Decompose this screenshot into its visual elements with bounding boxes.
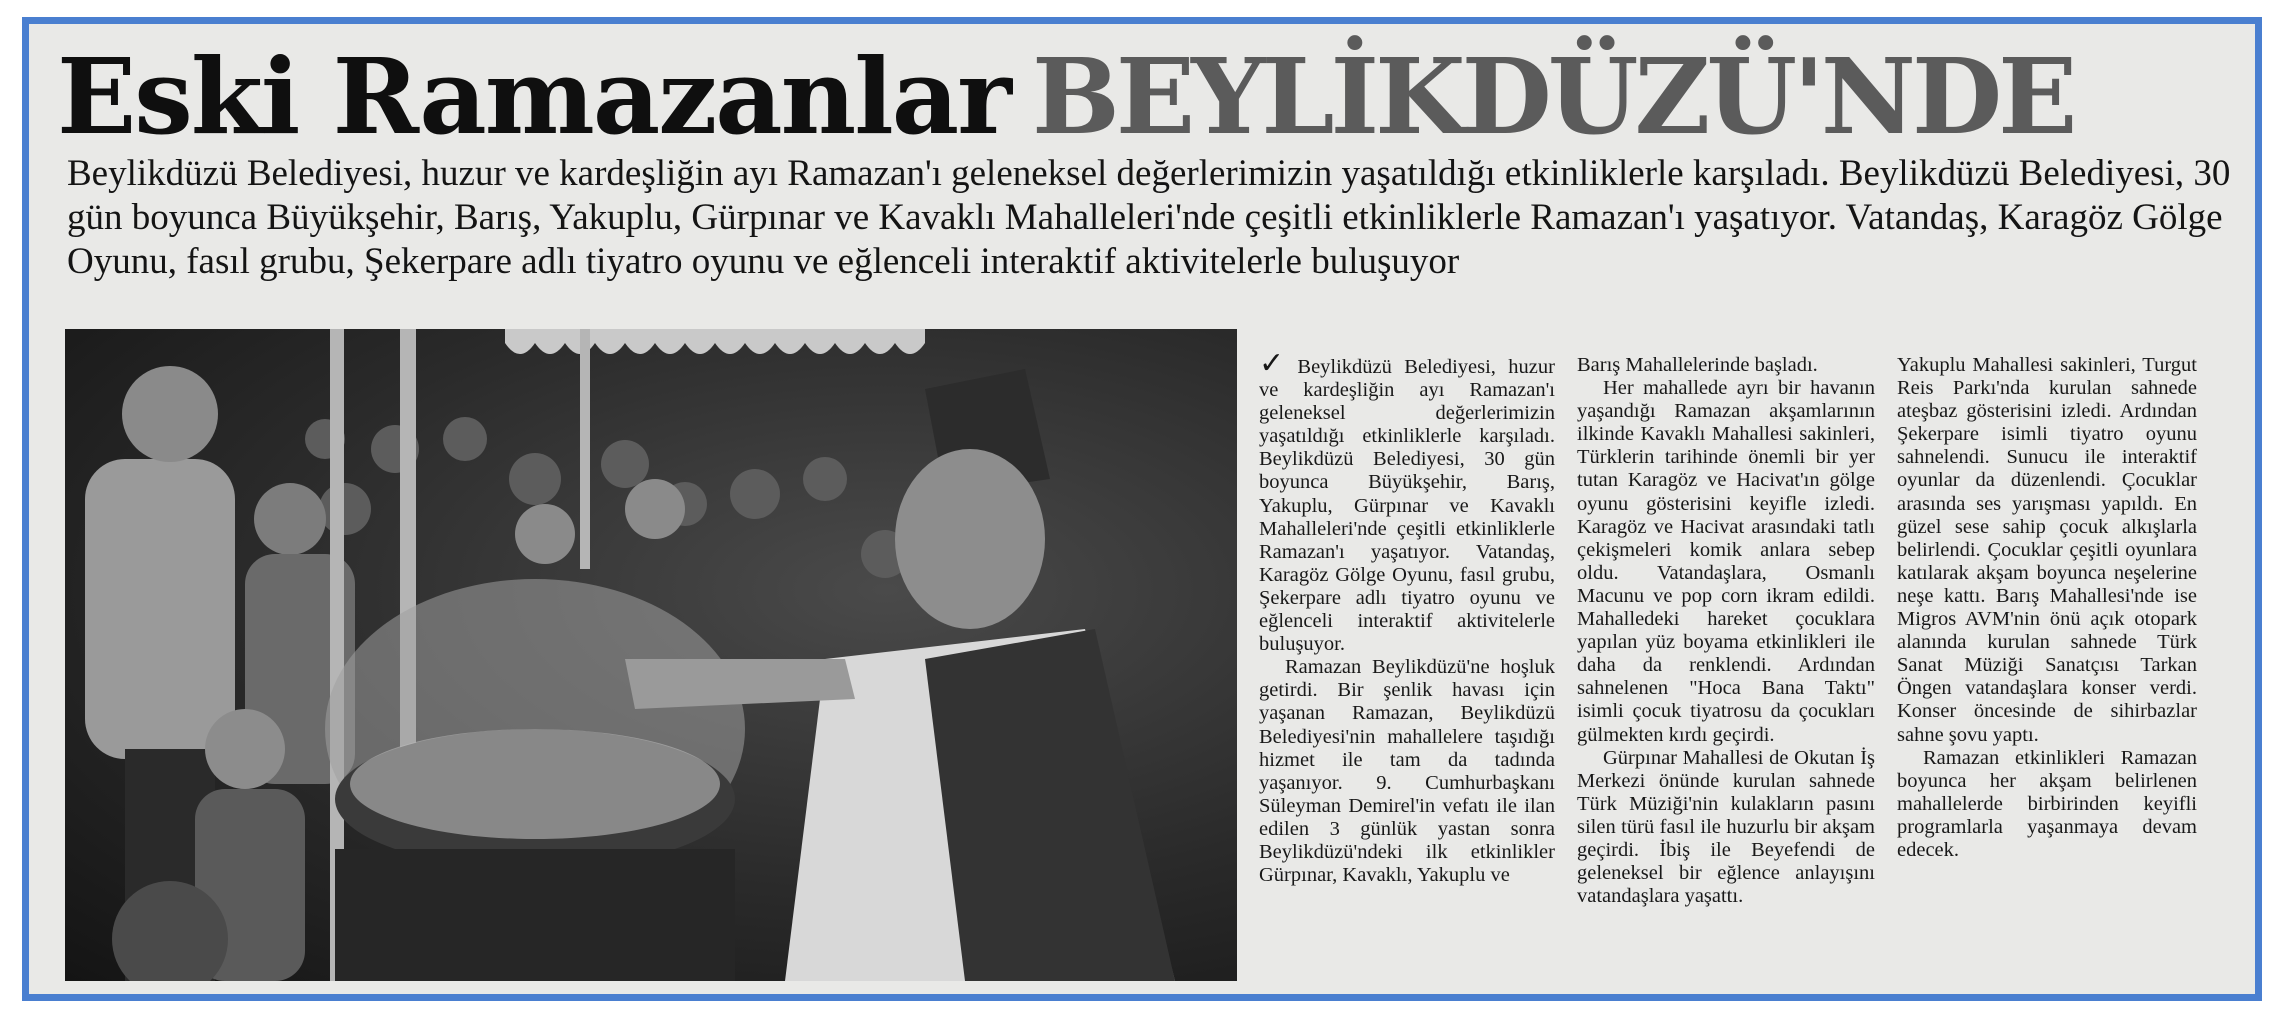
headline-part-2: BEYLİKDÜZÜ'NDE: [1031, 35, 2074, 158]
newspaper-clipping: [22, 17, 2262, 1001]
column-1-paragraph-2: Ramazan Beylikdüzü'ne hoşluk getirdi. Bir şenlik havası için yaşanan Ramazan, Beylikdüzü Belediyesi'nin mahallelere taşıdığı hizmet ile tam da tadında yaşanıyor. 9. Cumhurbaşkanı Süleyman Demirel'in vefatı ile ilan edilen 3 günlük yastan sonra Beylikdüzü'ndeki ilk etkinlikler Gürpınar, Kavaklı, Yakuplu ve: [1259, 656, 1555, 887]
article-column-2: [1577, 354, 1875, 908]
headline-part-1: Eski Ramazanlar: [57, 35, 1010, 158]
photo-cotton-candy-vendor: [65, 329, 1237, 981]
check-mark-icon: ✓: [1259, 346, 1292, 381]
headline: [57, 32, 2073, 162]
article-column-1: [1259, 346, 1555, 887]
column-2-paragraph-3: Gürpınar Mahallesi de Okutan İş Merkezi önünde kurulan sahnede Türk Müziği'nin kulakların pasını silen türü fasıl ile huzurlu bir akşam geçirdi. İbiş ile Beyefendi de geleneksel bir eğlence anlayışını vatandaşlara yaşattı.: [1577, 746, 1875, 908]
column-2-paragraph-2: Her mahallede ayrı bir havanın yaşandığı Ramazan akşamlarının ilkinde Kavaklı Mahallesi sakinleri, Türklerin tarihinde önemli bir yer tutan Karagöz ve Hacivat'ın gölge oyunu gösterisini keyifle izledi. Karagöz ve Hacivat arasındaki tatlı çekişmeleri komik anlara sebep oldu. Vatandaşlara, Osmanlı Macunu ve pop corn ikram edildi. Mahalledeki hareket çocuklara yapılan yüz boyama etkinlikleri ile daha da renklendi. Ardından sahnelenen "Hoca Bana Taktı" isimli çocuk tiyatrosu da çocukları gülmekten kırdı geçirdi.: [1577, 377, 1875, 746]
news-photo: [65, 329, 1237, 981]
article-column-3: [1897, 354, 2197, 862]
column-3-paragraph-1: Yakuplu Mahallesi sakinleri, Turgut Reis Parkı'nda kurulan sahnede ateşbaz gösterisini izledi. Ardından Şekerpare isimli tiyatro oyunu sahnelendi. Sunucu ile interaktif oyunlar da düzenlendi. Çocuklar arasında ses yarışması yapıldı. En güzel sese sahip çocuk alkışlarla belirlendi. Çocuklar çeşitli oyunlara katılarak akşam boyunca neşelerine neşe kattı. Barış Mahallesi'nde ise Migros AVM'nin önü açık otopark alanında kurulan sahnede Türk Sanat Müziği Sanatçısı Tarkan Öngen vatandaşlara konser verdi. Konser öncesinde de sihirbazlar sahne şovu yaptı.: [1897, 354, 2197, 746]
column-1-paragraph-1: Beylikdüzü Belediyesi, huzur ve kardeşliğin ayı Ramazan'ı geleneksel değerlerimizin yaşatıldığı etkinliklerle karşıladı. Beylikdüzü Belediyesi, 30 gün boyunca Büyükşehir, Barış, Yakuplu, Gürpınar ve Kavaklı Mahalleleri'nde çeşitli etkinliklerle Ramazan'ı yaşatıyor. Vatandaş, Karagöz Gölge Oyunu, fasıl grubu, Şekerpare adlı tiyatro oyunu ve eğlenceli interaktif aktivitelerle buluşuyor.: [1259, 356, 1555, 656]
column-3-paragraph-2: Ramazan etkinlikleri Ramazan boyunca her akşam belirlenen mahallelerde birbirinden keyifli programlarla yaşanmaya devam edecek.: [1897, 746, 2197, 861]
column-2-paragraph-1: Barış Mahallelerinde başladı.: [1577, 354, 1818, 376]
lead-paragraph: Beylikdüzü Belediyesi, huzur ve kardeşliğin ayı Ramazan'ı geleneksel değerlerimizin yaşatıldığı etkinliklerle karşıladı. Beylikdüzü Belediyesi, 30 gün boyunca Büyükşehir, Barış, Yakuplu, Gürpınar ve Kavaklı Mahalleleri'nde çeşitli etkinliklerle Ramazan'ı yaşatıyor. Vatandaş, Karagöz Gölge Oyunu, fasıl grubu, Şekerpare adlı tiyatro oyunu ve eğlenceli interaktif aktivitelerle buluşuyor: [67, 153, 2231, 282]
